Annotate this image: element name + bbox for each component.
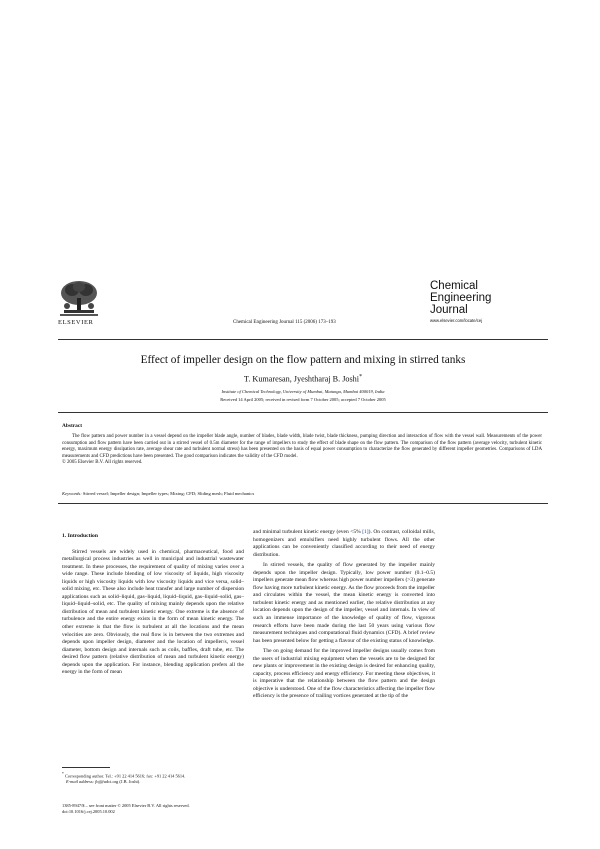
journal-logo-line-3: Journal [430,304,468,316]
elsevier-logo [58,280,100,328]
journal-header [58,280,546,338]
issn-line: 1385-8947/$ – see front matter © 2005 Elsevier B.V. All rights reserved. [62,803,190,808]
email-label: E-mail address: [66,779,95,785]
abstract-heading: Abstract [62,423,83,429]
abstract-copyright: © 2005 Elsevier B.V. All rights reserved. [62,460,143,466]
journal-citation: Chemical Engineering Journal 115 (2006) 173–193 [233,320,336,325]
journal-logo-line-1: Chemical [430,280,478,292]
article-title: Effect of impeller design on the flow pattern and mixing in stirred tanks [140,354,466,366]
footnote-divider [62,767,110,768]
paragraph: Stirred vessels are widely used in chemical, pharmaceutical, food and metallurgical process industries as well in municipal and industrial wastewater treatment. In these processes, the requirement of quality of mixing varies over a wide range. These include blending of low viscosity of liquids, high viscosity liquids or high viscosity liquids with low viscosity liquids and vice versa, solid–solid mixing, etc. These also include heat transfer and large number of dispersion applications such as solid–liquid, gas–liquid, liquid–liquid, gas–liquid–solid, gas–liquid–liquid–solid, etc. The quality of mixing mainly depends upon the relative distribution of mean and turbulent kinetic energy. One extreme is the absence of turbulence and the entire energy exists in the form of mean kinetic energy. The other extreme is that the flow is turbulent at all the locations and the mean velocities are zero. Obviously, the real flow is in between the two extremes and depends upon impeller design, diameter and the location of impeller/s, vessel diameter, bottom design and internals such as coils, baffles, draft tube, etc. The desired flow pattern (relative distribution of mean and turbulent kinetic energy) depends upon the application. For instance, blending application prefers all the energy in the form of mean [62,548,244,676]
journal-logo-line-2: Engineering [430,292,492,304]
journal-logo [430,280,546,323]
abstract-top-divider [58,412,548,413]
journal-url-link[interactable]: www.elsevier.com/locate/cej [430,318,483,323]
corresponding-author-note [62,771,244,779]
corresponding-author-mark[interactable]: * [359,374,363,380]
abstract-bottom-divider [58,503,548,504]
reference-link[interactable]: [1] [362,529,369,535]
elsevier-tree-icon [58,280,100,318]
paragraph: The on going demand for the improved impeller designs usually comes from the users of industrial mixing equipment when the vessels are to be designed for new plants or improvement in the existing design is desired for enhancing quality, capacity, process efficiency and energy efficiency. For meeting these objectives, it is imperative that the relationship between the flow pattern and the design objective is understood. One of the flow characteristics affecting the impeller flow efficiency is the presence of trailing vortices generated at the tip of the [253,648,435,700]
issn-block [62,803,190,815]
abstract-text: The flow pattern and power number in a vessel depend on the impeller blade angle, number of blades, blade width, blade twist, blade thickness, pumping direction and interaction of flow with the vessel wall. Measurements of the power consumption and flow pattern have been carried out in a stirred vessel of 0.5m diameter for the range of impellers to study the effect of blade shape on the flow pattern. The comparison of the flow pattern (average velocity, turbulent kinetic energy, maximum energy dissipation rate, average shear rate and turbulent normal stress) has been presented on the basis of equal power consumption to characterize the flow generated by different impeller geometries. Comparisons of LDA measurements and CFD predictions have been presented. The good comparison indicates the validity of the CFD model. [62,434,542,459]
left-column [62,533,244,677]
right-column [253,529,435,701]
keywords [62,491,542,496]
keywords-list: Stirred vessel; Impeller design; Impeller types; Mixing; CFD; Sliding mesh; Fluid mechanics [82,491,255,496]
header-divider [58,339,548,340]
footnote-mark: * [62,772,64,776]
section-heading: 1. Introduction [62,533,98,539]
paragraph [253,529,435,559]
received-dates: Received 14 April 2005; received in revised form 7 October 2005; accepted 7 October 2005 [220,397,386,402]
paragraph: In stirred vessels, the quality of flow generated by the impeller mainly depends upon the impeller design. Typically, low power number (0.1–0.5) impellers generate mean flow whereas high power number impellers (>3) generate flow having more turbulent kinetic energy. As the flow proceeds from the impeller and circulates within the vessel, the mean kinetic energy is converted into turbulent kinetic energy and as mentioned earlier, the relative distribution at any location depends upon the design of the impeller, vessel and internals. In view of such an immense importance of the knowledge of quality of flow, vigorous research efforts have been made during the last 50 years using various flow measurement techniques and computational fluid dynamics (CFD). A brief review has been presented below for getting a flavour of the existing status of knowledge. [253,562,435,644]
footnote [62,771,244,785]
elsevier-wordmark: ELSEVIER [58,319,94,326]
author-affiliation: Institute of Chemical Technology, University of Mumbai, Matunga, Mumbai 400019, India [221,389,385,394]
email-link[interactable]: jbj@udct.org (J.B. Joshi). [95,779,141,785]
paragraph-text: ). On contrast, colloidal mills, homogenizers and emulsifiers need highly turbulent flows. All the other applications can be conveniently classified according to their need of energy distribution. [253,529,435,558]
doi-line: doi:10.1016/j.cej.2005.10.002 [62,809,115,814]
footnote-text: Corresponding author. Tel.: +91 22 414 5616; fax: +91 22 414 5614. [64,773,186,779]
paragraph-text: and minimal turbulent kinetic energy (even <5% [253,529,363,535]
abstract-body [62,434,542,467]
article-authors [58,374,548,384]
email-note [62,779,244,785]
keywords-label: Keywords: [62,491,82,496]
author-names: T. Kumaresan, Jyeshtharaj B. Joshi [243,374,360,384]
